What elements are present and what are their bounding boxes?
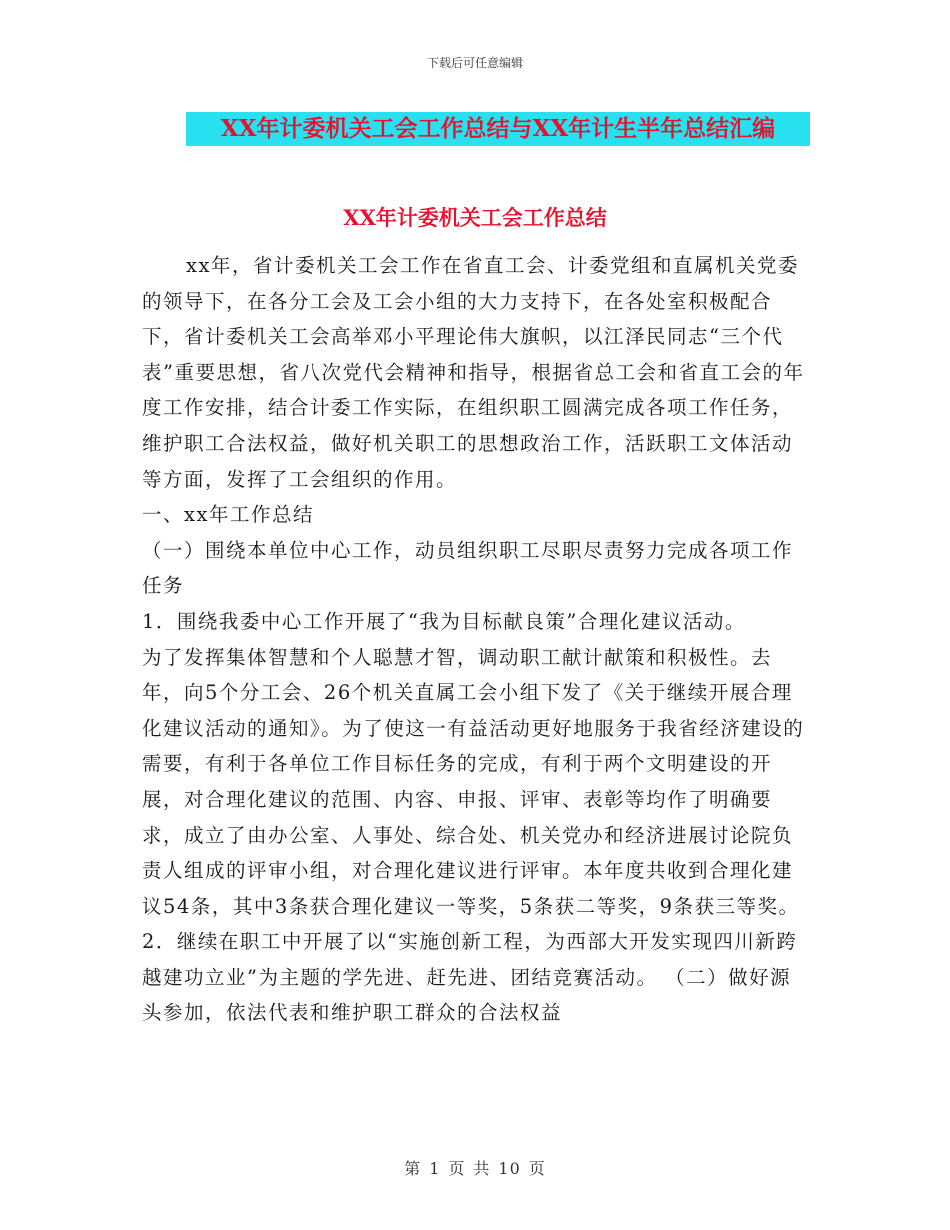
footer-total-label: 共 [473, 1159, 491, 1178]
page-footer [0, 1156, 950, 1179]
header-note: 下载后可任意编辑 [426, 56, 523, 70]
footer-prefix: 第 [404, 1159, 422, 1178]
total-pages-number: 10 [498, 1159, 521, 1178]
main-title: XX年计委机关工会工作总结与XX年计生半年总结汇编 [220, 115, 776, 142]
footer-page-label: 页 [448, 1159, 466, 1178]
footer-suffix: 页 [528, 1159, 546, 1178]
main-title-highlight [186, 112, 810, 146]
item-1-heading: 1．围绕我委中心工作开展了“我为目标献良策”合理化建议活动。 [142, 609, 746, 633]
heading-subsection-1: （一）围绕本单位中心工作，动员组织职工尽职尽责努力完成各项工作任务 [142, 538, 794, 598]
paragraph-intro: xx年，省计委机关工会工作在省直工会、计委党组和直属机关党委的领导下，在各分工会及工会小组的大力支持下，在各处室积极配合下，省计委机关工会高举邓小平理论伟大旗帜，以江泽民同志“三个代表”重要思想，省八次党代会精神和指导，根据省总工会和省直工会的年度工作安排，结合计委工作实际，在组织职工圆满完成各项工作任务，维护职工合法权益，做好机关职工的思想政治工作，活跃职工文体活动等方面，发挥了工会组织的作用。 [142, 254, 805, 491]
item-2-body: 2．继续在职工中开展了以“实施创新工程，为西部大开发实现四川新跨越建功立业”为主题的学先进、赶先进、团结竞赛活动。 （二）做好源头参加，依法代表和维护职工群众的合法权益 [142, 930, 798, 1025]
current-page-number: 1 [429, 1159, 441, 1178]
heading-section-1: 一、xx年工作总结 [142, 503, 314, 527]
document-body [142, 248, 808, 1031]
section-title: XX年计委机关工会工作总结 [343, 205, 607, 230]
item-1-body: 为了发挥集体智慧和个人聪慧才智，调动职工献计献策和积极性。去年，向5个分工会、26个机关直属工会小组下发了《关于继续开展合理化建议活动的通知》。为了使这一有益活动更好地服务于我省经济建设的需要，有利于各单位工作目标任务的完成，有利于两个文明建设的开展，对合理化建议的范围、内容、申报、评审、表彰等均作了明确要求，成立了由办公室、人事处、综合处、机关党办和经济进展讨论院负责人组成的评审小组，对合理化建议进行评审。本年度共收到合理化建议54条，其中3条获合理化建议一等奖，5条获二等奖，9条获三等奖。 [142, 645, 805, 918]
